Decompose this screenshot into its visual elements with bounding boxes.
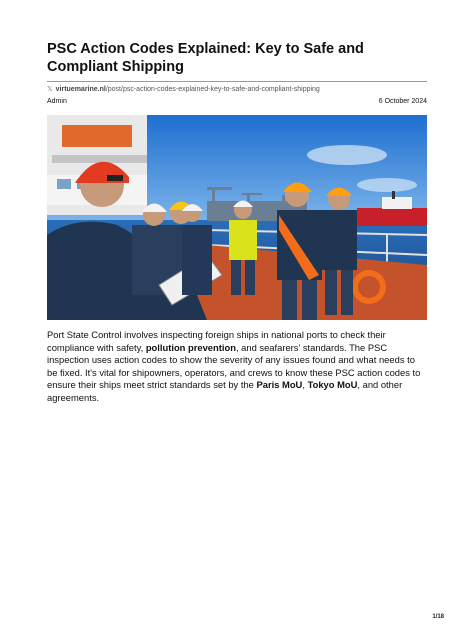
hero-image xyxy=(47,115,427,320)
cloud xyxy=(307,145,387,165)
cloud xyxy=(357,178,417,192)
source-line xyxy=(47,85,427,93)
page-number: 1/18 xyxy=(432,614,444,620)
link-paris-mou[interactable]: Paris MoU xyxy=(256,379,303,391)
body-text-segment: , and other agreements. xyxy=(47,379,403,403)
body-text-segment: , xyxy=(302,379,308,391)
source-path[interactable]: /post/psc-action-codes-explained-key-to-safe-and-compliant-shipping xyxy=(105,85,320,93)
article-title: PSC Action Codes Explained: Key to Safe and Compliant Shipping xyxy=(47,41,364,75)
link-pollution-prevention[interactable]: pollution prevention xyxy=(145,341,236,353)
article-body xyxy=(47,329,427,405)
title-divider xyxy=(47,81,427,82)
source-url[interactable] xyxy=(56,86,320,93)
body-text-segment: Port State Control involves inspecting foreign ships in national ports to check their compliance with safety, xyxy=(47,329,386,353)
article-author: Admin xyxy=(47,98,67,105)
source-site[interactable]: virtuemarine.nl xyxy=(55,85,106,93)
body-text-segment: , and seafarers' standards. The PSC inspection uses action codes to show the severity of any issues found and what needs to be fixed. It's vital for shipowners, operators, and crews to know these PSC action codes to ensure their ships meet strict standards set by the xyxy=(47,341,421,391)
article-page xyxy=(47,40,427,414)
link-tokyo-mou[interactable]: Tokyo MoU xyxy=(307,379,358,391)
article-meta xyxy=(47,98,427,105)
article-date: 6 October 2024 xyxy=(378,98,427,105)
link-icon: 𝕏 xyxy=(47,86,53,93)
